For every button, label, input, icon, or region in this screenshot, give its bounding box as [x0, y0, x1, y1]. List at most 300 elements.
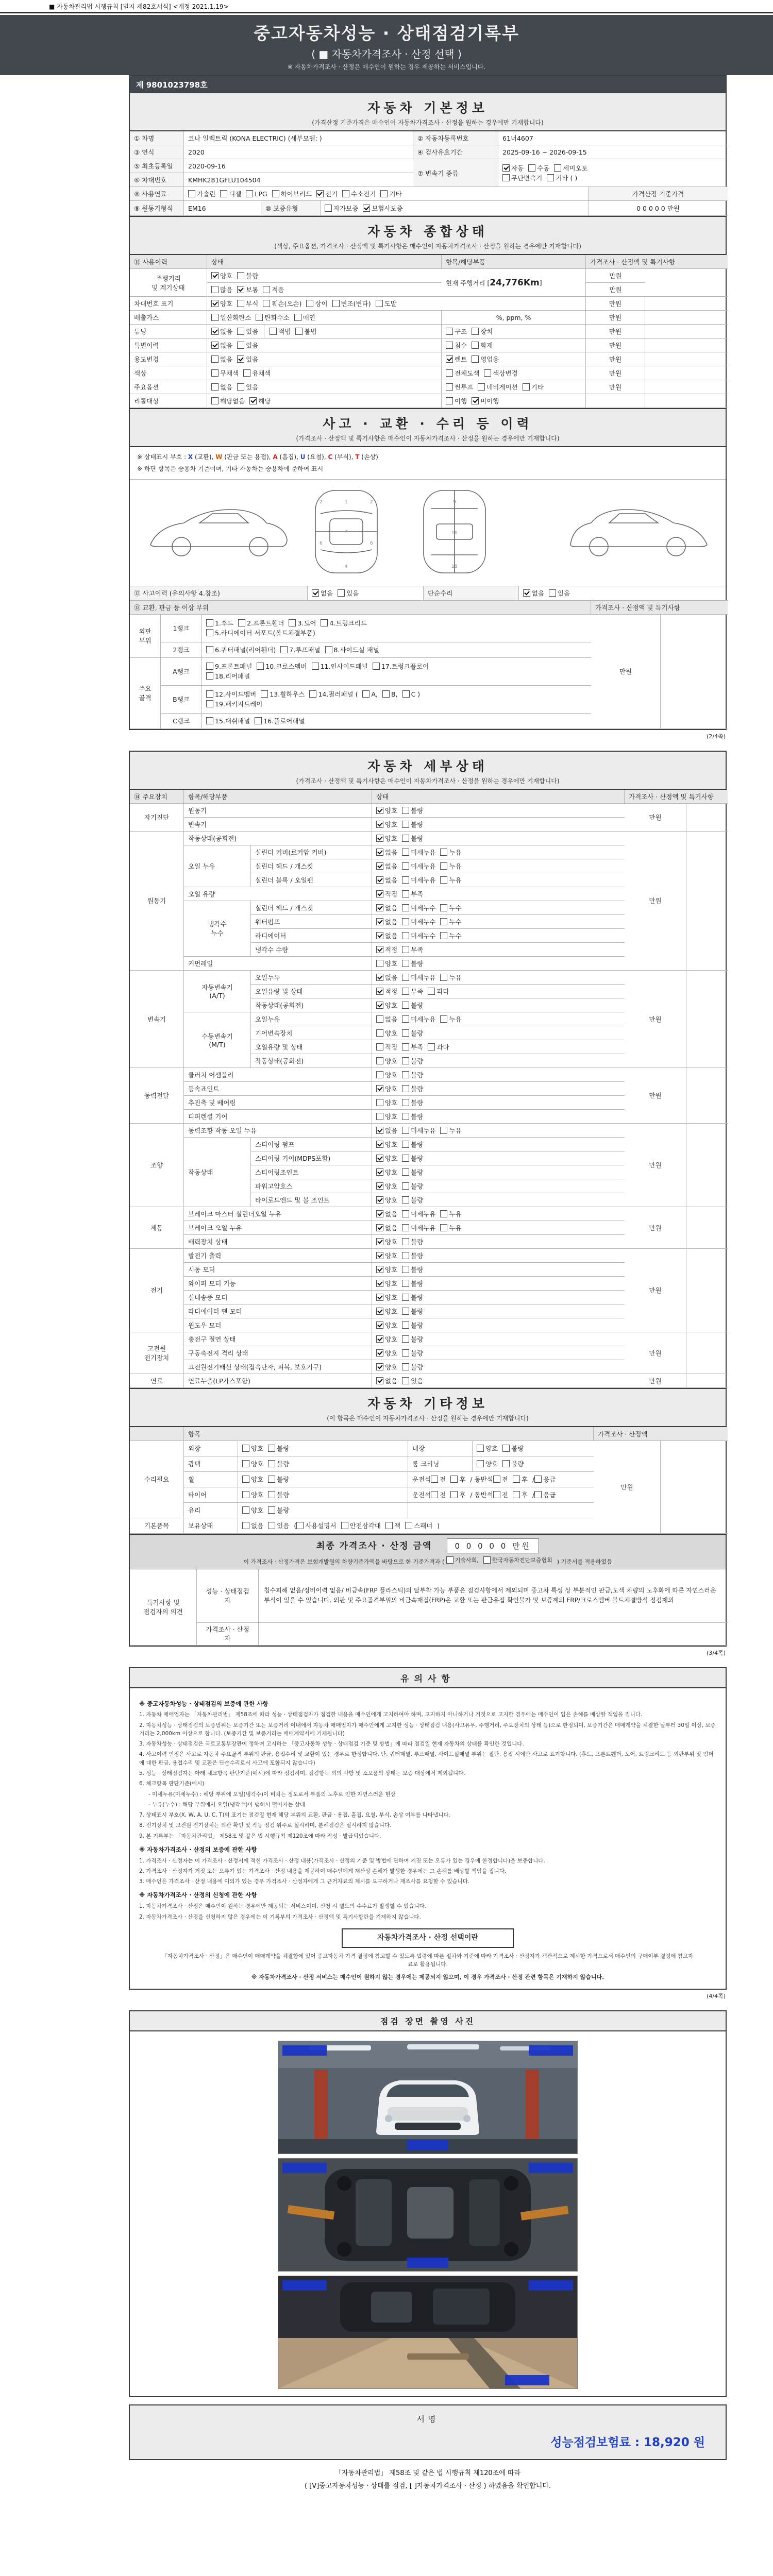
unchecked-box-icon[interactable] — [268, 1476, 275, 1483]
checkbox-A,[interactable] — [362, 690, 378, 698]
checked-box-icon[interactable] — [363, 205, 370, 212]
unchecked-box-icon[interactable] — [440, 862, 447, 870]
unchecked-box-icon[interactable] — [325, 205, 332, 212]
checkbox-불량[interactable] — [402, 1001, 423, 1010]
checked-box-icon[interactable] — [376, 1294, 383, 1301]
checkbox-구조[interactable] — [446, 327, 467, 336]
unchecked-box-icon[interactable] — [428, 1043, 435, 1050]
checkbox-양호[interactable] — [376, 1084, 397, 1093]
checkbox-16.플로어패널[interactable] — [255, 716, 305, 725]
unchecked-box-icon[interactable] — [385, 1522, 393, 1529]
unchecked-box-icon[interactable] — [211, 314, 219, 321]
checkbox-없음[interactable] — [376, 1014, 397, 1024]
unchecked-box-icon[interactable] — [242, 1491, 249, 1498]
unchecked-box-icon[interactable] — [402, 904, 409, 911]
checkbox-미세누수[interactable] — [402, 917, 435, 926]
checkbox-보험사보증[interactable] — [363, 204, 402, 213]
unchecked-box-icon[interactable] — [238, 619, 245, 626]
unchecked-box-icon[interactable] — [534, 1491, 542, 1498]
unchecked-box-icon[interactable] — [206, 700, 213, 707]
checkbox-누유[interactable] — [440, 861, 461, 871]
unchecked-box-icon[interactable] — [376, 1057, 383, 1064]
unchecked-box-icon[interactable] — [440, 918, 447, 925]
unchecked-box-icon[interactable] — [446, 397, 453, 404]
checkbox-있음[interactable] — [338, 588, 359, 598]
checkbox-누유[interactable] — [440, 1223, 461, 1232]
checked-box-icon[interactable] — [376, 1308, 383, 1315]
unchecked-box-icon[interactable] — [547, 174, 554, 181]
unchecked-box-icon[interactable] — [211, 383, 219, 391]
checkbox-양호[interactable] — [376, 1348, 397, 1358]
unchecked-box-icon[interactable] — [446, 328, 453, 335]
checkbox-양호[interactable] — [376, 1070, 397, 1079]
checkbox-양호[interactable] — [376, 1181, 397, 1191]
unchecked-box-icon[interactable] — [446, 1556, 453, 1564]
unchecked-box-icon[interactable] — [440, 932, 447, 939]
checkbox-5.라디에이터 서포트(볼트체결부품)[interactable] — [206, 628, 315, 637]
checkbox-수동[interactable] — [528, 163, 549, 173]
checkbox-불량[interactable] — [502, 1459, 524, 1468]
unchecked-box-icon[interactable] — [376, 1029, 383, 1037]
checkbox-17.트렁크플로어[interactable] — [373, 662, 429, 671]
checkbox-불량[interactable] — [402, 1251, 423, 1260]
checkbox-무채색[interactable] — [211, 368, 239, 378]
unchecked-box-icon[interactable] — [280, 646, 288, 653]
unchecked-box-icon[interactable] — [402, 1266, 409, 1273]
checkbox-불량[interactable] — [402, 820, 423, 829]
checkbox-양호[interactable] — [242, 1459, 263, 1468]
checkbox-불량[interactable] — [402, 1098, 423, 1107]
unchecked-box-icon[interactable] — [440, 974, 447, 981]
checkbox-변조(변타)[interactable] — [332, 299, 371, 308]
checkbox-응급[interactable] — [534, 1475, 556, 1484]
checkbox-불량[interactable] — [402, 1195, 423, 1205]
unchecked-box-icon[interactable] — [376, 1043, 383, 1050]
checkbox-전[interactable] — [431, 1475, 446, 1484]
checkbox-해당없음[interactable] — [211, 396, 245, 405]
checkbox-양호[interactable] — [376, 1167, 397, 1177]
unchecked-box-icon[interactable] — [402, 1015, 409, 1023]
checkbox-7.루프패널[interactable] — [280, 645, 320, 654]
checked-box-icon[interactable] — [376, 1141, 383, 1148]
unchecked-box-icon[interactable] — [549, 589, 556, 597]
checkbox-전[interactable] — [431, 1490, 446, 1499]
checkbox-도말[interactable] — [376, 299, 397, 308]
checkbox-양호[interactable] — [376, 1237, 397, 1246]
unchecked-box-icon[interactable] — [431, 1476, 438, 1483]
checkbox-누수[interactable] — [440, 917, 461, 926]
checkbox-없음[interactable] — [376, 1126, 397, 1135]
checkbox-전[interactable] — [493, 1475, 508, 1484]
checkbox-미세누유[interactable] — [402, 1014, 435, 1024]
checkbox-있음[interactable] — [549, 588, 570, 598]
checkbox-불법[interactable] — [295, 327, 316, 336]
checkbox-없음[interactable] — [211, 341, 232, 350]
unchecked-box-icon[interactable] — [242, 1445, 249, 1452]
unchecked-box-icon[interactable] — [402, 1182, 409, 1190]
checked-box-icon[interactable] — [376, 1085, 383, 1092]
checked-box-icon[interactable] — [376, 932, 383, 939]
unchecked-box-icon[interactable] — [306, 300, 313, 307]
checkbox-없음[interactable] — [376, 1223, 397, 1232]
unchecked-box-icon[interactable] — [402, 862, 409, 870]
unchecked-box-icon[interactable] — [554, 164, 561, 172]
checkbox-미세누유[interactable] — [402, 1126, 435, 1135]
unchecked-box-icon[interactable] — [261, 690, 268, 698]
checkbox-전[interactable] — [493, 1490, 508, 1499]
unchecked-box-icon[interactable] — [338, 589, 345, 597]
unchecked-box-icon[interactable] — [523, 383, 530, 391]
unchecked-box-icon[interactable] — [450, 1476, 458, 1483]
unchecked-box-icon[interactable] — [376, 1015, 383, 1023]
checkbox-없음[interactable] — [211, 382, 232, 392]
checkbox-응급[interactable] — [534, 1490, 556, 1499]
checkbox-있음[interactable] — [237, 341, 258, 350]
checkbox-수소전기[interactable] — [342, 189, 376, 198]
checked-box-icon[interactable] — [376, 807, 383, 814]
unchecked-box-icon[interactable] — [446, 383, 453, 391]
checkbox-불량[interactable] — [402, 1181, 423, 1191]
unchecked-box-icon[interactable] — [440, 1224, 447, 1231]
checkbox-불량[interactable] — [402, 1028, 423, 1038]
unchecked-box-icon[interactable] — [502, 174, 510, 181]
checkbox-없음[interactable] — [376, 875, 397, 885]
checked-box-icon[interactable] — [376, 974, 383, 981]
unchecked-box-icon[interactable] — [376, 1071, 383, 1078]
checkbox-적정[interactable] — [376, 945, 397, 954]
unchecked-box-icon[interactable] — [402, 1196, 409, 1204]
checkbox-없음[interactable] — [376, 903, 397, 912]
unchecked-box-icon[interactable] — [402, 988, 409, 995]
unchecked-box-icon[interactable] — [402, 849, 409, 856]
checkbox-후[interactable] — [450, 1490, 465, 1499]
checkbox-적정[interactable] — [376, 1042, 397, 1052]
checkbox-양호[interactable] — [376, 1362, 397, 1371]
unchecked-box-icon[interactable] — [513, 1491, 520, 1498]
checked-box-icon[interactable] — [502, 164, 510, 172]
checked-box-icon[interactable] — [376, 1280, 383, 1287]
unchecked-box-icon[interactable] — [402, 1057, 409, 1064]
unchecked-box-icon[interactable] — [295, 328, 303, 335]
unchecked-box-icon[interactable] — [472, 355, 479, 363]
unchecked-box-icon[interactable] — [268, 1460, 275, 1467]
unchecked-box-icon[interactable] — [242, 1522, 249, 1529]
checkbox-3.도어[interactable] — [289, 618, 316, 628]
unchecked-box-icon[interactable] — [402, 1224, 409, 1231]
checkbox-누유[interactable] — [440, 1209, 461, 1218]
unchecked-box-icon[interactable] — [493, 1491, 500, 1498]
unchecked-box-icon[interactable] — [440, 1127, 447, 1134]
unchecked-box-icon[interactable] — [206, 690, 213, 698]
checkbox-15.대쉬패널[interactable] — [206, 716, 250, 725]
unchecked-box-icon[interactable] — [289, 619, 296, 626]
unchecked-box-icon[interactable] — [402, 1210, 409, 1217]
unchecked-box-icon[interactable] — [402, 821, 409, 828]
checkbox-장치[interactable] — [472, 327, 493, 336]
unchecked-box-icon[interactable] — [268, 1522, 275, 1529]
checkbox-9.프론트패널[interactable] — [206, 662, 252, 671]
unchecked-box-icon[interactable] — [309, 690, 316, 698]
checkbox-불량[interactable] — [402, 1362, 423, 1371]
checkbox-부족[interactable] — [402, 889, 423, 899]
unchecked-box-icon[interactable] — [477, 1445, 484, 1452]
checkbox-해당[interactable] — [249, 396, 271, 405]
checkbox-있음[interactable] — [237, 354, 258, 364]
checkbox-기술사회,[interactable] — [446, 1556, 479, 1564]
checkbox-없음[interactable] — [376, 1209, 397, 1218]
checked-box-icon[interactable] — [376, 1210, 383, 1217]
checked-box-icon[interactable] — [376, 849, 383, 856]
checkbox-불량[interactable] — [402, 1056, 423, 1065]
checkbox-후[interactable] — [513, 1490, 528, 1499]
checkbox-양호[interactable] — [376, 1154, 397, 1163]
unchecked-box-icon[interactable] — [493, 1476, 500, 1483]
unchecked-box-icon[interactable] — [446, 342, 453, 349]
unchecked-box-icon[interactable] — [402, 946, 409, 953]
checked-box-icon[interactable] — [523, 589, 530, 597]
checkbox-자가보증[interactable] — [325, 204, 358, 213]
checkbox-양호[interactable] — [376, 1056, 397, 1065]
checkbox-미세누유[interactable] — [402, 1223, 435, 1232]
checkbox-양호[interactable] — [376, 1140, 397, 1149]
unchecked-box-icon[interactable] — [263, 286, 270, 293]
checkbox-디젤[interactable] — [220, 189, 241, 198]
checkbox-불량[interactable] — [502, 1444, 524, 1453]
checkbox-불량[interactable] — [402, 1167, 423, 1177]
unchecked-box-icon[interactable] — [402, 1308, 409, 1315]
unchecked-box-icon[interactable] — [402, 1043, 409, 1050]
checkbox-양호[interactable] — [376, 1307, 397, 1316]
unchecked-box-icon[interactable] — [341, 1522, 348, 1529]
unchecked-box-icon[interactable] — [402, 1168, 409, 1176]
checkbox-네비게이션[interactable] — [478, 382, 517, 392]
unchecked-box-icon[interactable] — [220, 190, 227, 197]
unchecked-box-icon[interactable] — [402, 1071, 409, 1078]
checkbox-4.트렁크리드[interactable] — [321, 618, 366, 628]
unchecked-box-icon[interactable] — [206, 619, 213, 626]
unchecked-box-icon[interactable] — [402, 1363, 409, 1370]
unchecked-box-icon[interactable] — [342, 190, 349, 197]
unchecked-box-icon[interactable] — [402, 932, 409, 939]
checked-box-icon[interactable] — [376, 821, 383, 828]
unchecked-box-icon[interactable] — [321, 619, 328, 626]
checked-box-icon[interactable] — [376, 918, 383, 925]
checkbox-화재[interactable] — [472, 341, 493, 350]
unchecked-box-icon[interactable] — [272, 190, 279, 197]
checkbox-유채색[interactable] — [243, 368, 271, 378]
checkbox-많음[interactable] — [211, 285, 232, 294]
checked-box-icon[interactable] — [376, 1266, 383, 1273]
unchecked-box-icon[interactable] — [402, 1321, 409, 1329]
unchecked-box-icon[interactable] — [257, 663, 264, 670]
checkbox-기타[interactable] — [523, 382, 544, 392]
unchecked-box-icon[interactable] — [206, 663, 213, 670]
checked-box-icon[interactable] — [211, 272, 219, 279]
checkbox-탄화수소[interactable] — [256, 313, 289, 322]
checkbox-양호[interactable] — [477, 1459, 498, 1468]
checked-box-icon[interactable] — [376, 904, 383, 911]
checkbox-양호[interactable] — [242, 1444, 263, 1453]
checkbox-스패너[interactable] — [405, 1521, 432, 1530]
checked-box-icon[interactable] — [376, 988, 383, 995]
checkbox-양호[interactable] — [376, 1251, 397, 1260]
checkbox-12.사이드멤버[interactable] — [206, 689, 256, 699]
checkbox-18.리어패널[interactable] — [206, 671, 250, 681]
unchecked-box-icon[interactable] — [402, 690, 410, 698]
checked-box-icon[interactable] — [376, 835, 383, 842]
checkbox-누수[interactable] — [440, 903, 461, 912]
unchecked-box-icon[interactable] — [534, 1476, 542, 1483]
checkbox-불량[interactable] — [402, 1140, 423, 1149]
checkbox-불량[interactable] — [402, 1070, 423, 1079]
unchecked-box-icon[interactable] — [402, 807, 409, 814]
unchecked-box-icon[interactable] — [402, 1294, 409, 1301]
unchecked-box-icon[interactable] — [402, 1085, 409, 1092]
checkbox-상이[interactable] — [306, 299, 327, 308]
checkbox-불량[interactable] — [402, 1112, 423, 1121]
unchecked-box-icon[interactable] — [237, 342, 244, 349]
checked-box-icon[interactable] — [376, 1224, 383, 1231]
checkbox-불량[interactable] — [402, 834, 423, 843]
unchecked-box-icon[interactable] — [484, 369, 491, 377]
checkbox-불량[interactable] — [402, 1320, 423, 1330]
checked-box-icon[interactable] — [446, 355, 453, 363]
unchecked-box-icon[interactable] — [402, 1029, 409, 1037]
checkbox-기타 ( )[interactable] — [547, 173, 577, 182]
checked-box-icon[interactable] — [376, 1002, 383, 1009]
unchecked-box-icon[interactable] — [405, 1522, 412, 1529]
checkbox-양호[interactable] — [376, 1265, 397, 1274]
checked-box-icon[interactable] — [376, 1349, 383, 1357]
checkbox-하이브리드[interactable] — [272, 189, 312, 198]
checkbox-부족[interactable] — [402, 945, 423, 954]
unchecked-box-icon[interactable] — [376, 300, 383, 307]
checked-box-icon[interactable] — [237, 355, 244, 363]
checkbox-불량[interactable] — [268, 1459, 289, 1468]
unchecked-box-icon[interactable] — [312, 663, 319, 670]
checkbox-적법[interactable] — [270, 327, 291, 336]
checkbox-없음[interactable] — [242, 1521, 263, 1530]
checkbox-없음[interactable] — [376, 973, 397, 982]
unchecked-box-icon[interactable] — [188, 190, 195, 197]
unchecked-box-icon[interactable] — [380, 190, 388, 197]
unchecked-box-icon[interactable] — [211, 286, 219, 293]
checkbox-기타[interactable] — [380, 189, 401, 198]
checkbox-후[interactable] — [513, 1475, 528, 1484]
checkbox-미세누유[interactable] — [402, 875, 435, 885]
checkbox-양호[interactable] — [376, 834, 397, 843]
checkbox-양호[interactable] — [211, 299, 232, 308]
checkbox-양호[interactable] — [376, 1320, 397, 1330]
checkbox-없음[interactable] — [523, 588, 544, 598]
checkbox-19.패키지트레이[interactable] — [206, 699, 262, 708]
checkbox-불량[interactable] — [237, 271, 258, 280]
checked-box-icon[interactable] — [376, 1182, 383, 1190]
checkbox-없음[interactable] — [211, 327, 232, 336]
unchecked-box-icon[interactable] — [402, 1127, 409, 1134]
unchecked-box-icon[interactable] — [237, 328, 244, 335]
checkbox-8.사이드실 패널[interactable] — [325, 645, 379, 654]
checked-box-icon[interactable] — [376, 1155, 383, 1162]
checkbox-불량[interactable] — [268, 1475, 289, 1484]
checkbox-부식[interactable] — [237, 299, 258, 308]
unchecked-box-icon[interactable] — [211, 369, 219, 377]
checkbox-없음[interactable] — [376, 1376, 397, 1385]
checked-box-icon[interactable] — [376, 1168, 383, 1176]
unchecked-box-icon[interactable] — [402, 835, 409, 842]
checkbox-불량[interactable] — [402, 1334, 423, 1344]
checkbox-없음[interactable] — [376, 917, 397, 926]
unchecked-box-icon[interactable] — [206, 672, 213, 680]
unchecked-box-icon[interactable] — [242, 1476, 249, 1483]
checkbox-있음[interactable] — [402, 1376, 423, 1385]
unchecked-box-icon[interactable] — [402, 1377, 409, 1384]
checkbox-불량[interactable] — [402, 1237, 423, 1246]
checkbox-양호[interactable] — [376, 1098, 397, 1107]
checkbox-누유[interactable] — [440, 1126, 461, 1135]
unchecked-box-icon[interactable] — [268, 1491, 275, 1498]
unchecked-box-icon[interactable] — [402, 918, 409, 925]
unchecked-box-icon[interactable] — [382, 690, 390, 698]
checkbox-자동[interactable] — [502, 163, 524, 173]
checkbox-양호[interactable] — [211, 271, 232, 280]
checkbox-후[interactable] — [450, 1475, 465, 1484]
unchecked-box-icon[interactable] — [373, 663, 380, 670]
checkbox-불량[interactable] — [402, 1348, 423, 1358]
checkbox-부족[interactable] — [402, 1042, 423, 1052]
unchecked-box-icon[interactable] — [211, 355, 219, 363]
checkbox-매연[interactable] — [294, 313, 315, 322]
checkbox-양호[interactable] — [376, 1028, 397, 1038]
checkbox-양호[interactable] — [376, 820, 397, 829]
checkbox-침수[interactable] — [446, 341, 467, 350]
unchecked-box-icon[interactable] — [263, 300, 270, 307]
unchecked-box-icon[interactable] — [402, 1141, 409, 1148]
checkbox-불량[interactable] — [402, 1084, 423, 1093]
unchecked-box-icon[interactable] — [483, 1556, 491, 1564]
checked-box-icon[interactable] — [211, 300, 219, 307]
checked-box-icon[interactable] — [237, 286, 244, 293]
checkbox-불량[interactable] — [268, 1490, 289, 1499]
unchecked-box-icon[interactable] — [402, 890, 409, 897]
unchecked-box-icon[interactable] — [402, 1335, 409, 1343]
unchecked-box-icon[interactable] — [502, 1460, 510, 1467]
unchecked-box-icon[interactable] — [211, 397, 219, 404]
unchecked-box-icon[interactable] — [402, 876, 409, 884]
checkbox-양호[interactable] — [376, 1112, 397, 1121]
checkbox-14.필러패널 ([interactable] — [309, 689, 358, 699]
checkbox-렌트[interactable] — [446, 354, 467, 364]
unchecked-box-icon[interactable] — [237, 383, 244, 391]
checkbox-있음[interactable] — [237, 382, 258, 392]
unchecked-box-icon[interactable] — [255, 717, 262, 724]
checkbox-미세누유[interactable] — [402, 1209, 435, 1218]
checkbox-양호[interactable] — [376, 806, 397, 815]
checkbox-불량[interactable] — [402, 959, 423, 968]
checked-box-icon[interactable] — [376, 1238, 383, 1245]
checkbox-미이행[interactable] — [472, 396, 499, 405]
checkbox-양호[interactable] — [242, 1475, 263, 1484]
unchecked-box-icon[interactable] — [376, 1113, 383, 1120]
checkbox-누유[interactable] — [440, 875, 461, 885]
checkbox-누수[interactable] — [440, 931, 461, 940]
unchecked-box-icon[interactable] — [332, 300, 340, 307]
checkbox-양호[interactable] — [242, 1490, 263, 1499]
checkbox-불량[interactable] — [402, 1279, 423, 1288]
checkbox-10.크로스멤버[interactable] — [257, 662, 307, 671]
unchecked-box-icon[interactable] — [270, 328, 277, 335]
checked-box-icon[interactable] — [376, 1196, 383, 1204]
